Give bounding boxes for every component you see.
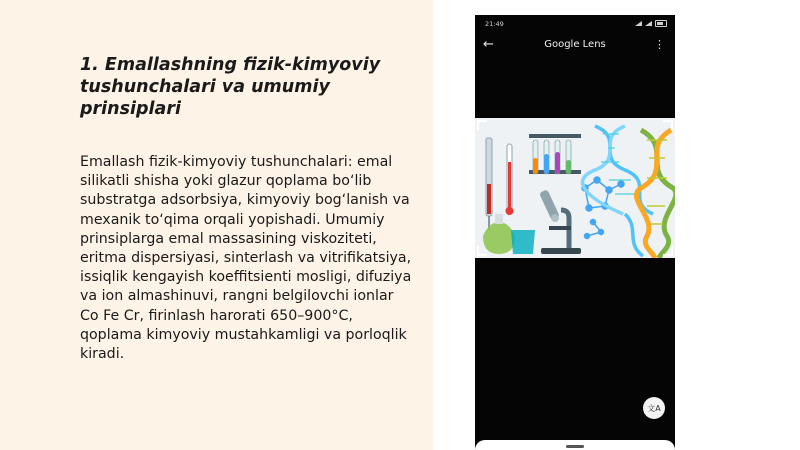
crop-corner-top-left[interactable] [477,120,487,130]
slide-title: 1. Emallashning fizik-kimyoviy tushunchalari va umumiy prinsiplari [80,55,381,119]
sheet-drag-handle[interactable] [566,445,584,448]
app-title: Google Lens [544,39,606,50]
translate-icon[interactable]: 文A [643,397,665,419]
science-lab-image[interactable] [475,118,675,258]
crop-corner-top-right[interactable] [663,120,673,130]
crop-corner-bottom-right[interactable] [663,246,673,256]
wifi-icon [645,21,652,26]
battery-icon [655,20,667,27]
status-icons [635,20,667,27]
more-vert-icon[interactable]: ⋮ [654,38,665,51]
back-arrow-icon[interactable]: ← [483,37,494,52]
slide-body-text: Emallash fizik-kimyoviy tushunchalari: emal silikatli shisha yoki glazur qoplama bo‘lib substratga adsorbsiya, kimyoviy bog‘lanish va mexanik to‘qima orqali yopishadi. Umumiy prinsiplarga emal massasining viskoziteti, eritma dispersiyasi, sinterlash va vitrifikatsiya, issiqlik kengayish koeffitsienti mosligi, difuziya va ion almashinuvi, rangni belgilovchi ionlar Co Fe Cr, firinlash harorati 650–900°C, qoplama kimyoviy mustahkamligi va porloqlik kiradi. [80,154,412,363]
signal-icon [635,21,642,26]
results-bottom-sheet[interactable] [475,440,675,450]
crop-corner-bottom-left[interactable] [477,246,487,256]
phone-screen [475,15,675,450]
science-lab-illustration [475,118,675,258]
status-time: 21:49 [485,20,504,28]
syringe-drawing [486,138,492,230]
app-bar [475,33,675,59]
status-bar [475,15,675,33]
